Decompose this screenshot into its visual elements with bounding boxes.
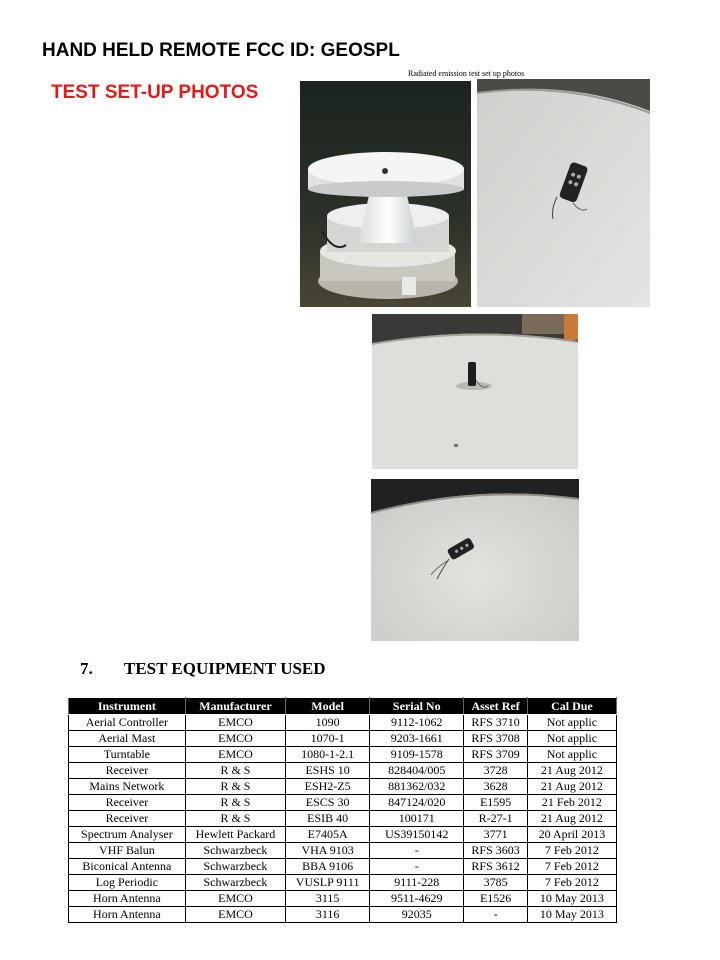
table-row bbox=[69, 811, 617, 827]
table-cell: Receiver bbox=[69, 763, 186, 779]
table-row bbox=[69, 843, 617, 859]
table-cell: Aerial Mast bbox=[69, 731, 186, 747]
table-cell: Schwarzbeck bbox=[185, 875, 285, 891]
table-row bbox=[69, 747, 617, 763]
column-header: Instrument bbox=[69, 698, 186, 715]
table-cell: RFS 3710 bbox=[464, 715, 528, 731]
table-cell: - bbox=[370, 843, 464, 859]
table-cell: 9112-1062 bbox=[370, 715, 464, 731]
table-cell: Not applic bbox=[527, 747, 616, 763]
remote-flat-photo bbox=[371, 479, 579, 641]
table-cell: - bbox=[370, 859, 464, 875]
table-cell: Biconical Antenna bbox=[69, 859, 186, 875]
table-row bbox=[69, 715, 617, 731]
table-cell: Hewlett Packard bbox=[185, 827, 285, 843]
table-cell: Turntable bbox=[69, 747, 186, 763]
table-cell: VHF Balun bbox=[69, 843, 186, 859]
table-row bbox=[69, 763, 617, 779]
table-cell: VUSLP 9111 bbox=[286, 875, 370, 891]
table-cell: RFS 3708 bbox=[464, 731, 528, 747]
table-cell: R-27-1 bbox=[464, 811, 528, 827]
table-cell: EMCO bbox=[185, 891, 285, 907]
column-header: Cal Due bbox=[527, 698, 616, 715]
table-cell: EMCO bbox=[185, 907, 285, 923]
table-row bbox=[69, 779, 617, 795]
section-title: TEST EQUIPMENT USED bbox=[124, 659, 326, 678]
table-cell: Receiver bbox=[69, 811, 186, 827]
table-cell: 9511-4629 bbox=[370, 891, 464, 907]
photo-caption: Radiated emission test set up photos bbox=[408, 69, 525, 78]
turntable-photo bbox=[300, 81, 471, 307]
table-cell: Mains Network bbox=[69, 779, 186, 795]
table-cell: 21 Feb 2012 bbox=[527, 795, 616, 811]
section-heading bbox=[80, 659, 326, 679]
table-cell: 10 May 2013 bbox=[527, 907, 616, 923]
column-header: Asset Ref bbox=[464, 698, 528, 715]
table-cell: RFS 3612 bbox=[464, 859, 528, 875]
table-cell: 847124/020 bbox=[370, 795, 464, 811]
table-header-row bbox=[69, 698, 617, 715]
column-header: Serial No bbox=[370, 698, 464, 715]
column-header: Manufacturer bbox=[185, 698, 285, 715]
table-body bbox=[69, 715, 617, 923]
table-row bbox=[69, 907, 617, 923]
table-cell: 7 Feb 2012 bbox=[527, 875, 616, 891]
table-cell: US39150142 bbox=[370, 827, 464, 843]
table-cell: 21 Aug 2012 bbox=[527, 763, 616, 779]
table-cell: 3785 bbox=[464, 875, 528, 891]
table-cell: Not applic bbox=[527, 715, 616, 731]
table-cell: 92035 bbox=[370, 907, 464, 923]
table-cell: E1595 bbox=[464, 795, 528, 811]
table-cell: Aerial Controller bbox=[69, 715, 186, 731]
table-cell: ESIB 40 bbox=[286, 811, 370, 827]
table-cell: 7 Feb 2012 bbox=[527, 859, 616, 875]
table-cell: 10 May 2013 bbox=[527, 891, 616, 907]
table-cell: 1070-1 bbox=[286, 731, 370, 747]
table-cell: ESCS 30 bbox=[286, 795, 370, 811]
section-subtitle: TEST SET-UP PHOTOS bbox=[51, 82, 259, 103]
table-cell: Horn Antenna bbox=[69, 907, 186, 923]
column-header: Model bbox=[286, 698, 370, 715]
table-cell: 828404/005 bbox=[370, 763, 464, 779]
document-title: HAND HELD REMOTE FCC ID: GEOSPL bbox=[42, 40, 400, 61]
table-row bbox=[69, 859, 617, 875]
table-cell: 1090 bbox=[286, 715, 370, 731]
table-row bbox=[69, 827, 617, 843]
table-cell: EMCO bbox=[185, 731, 285, 747]
table-cell: EMCO bbox=[185, 747, 285, 763]
table-cell: 21 Aug 2012 bbox=[527, 779, 616, 795]
remote-upright-photo bbox=[372, 314, 578, 469]
table-cell: 3115 bbox=[286, 891, 370, 907]
table-cell: RFS 3603 bbox=[464, 843, 528, 859]
table-cell: 9203-1661 bbox=[370, 731, 464, 747]
table-cell: 3771 bbox=[464, 827, 528, 843]
table-row bbox=[69, 875, 617, 891]
table-cell: EMCO bbox=[185, 715, 285, 731]
test-equipment-table bbox=[68, 697, 617, 923]
table-cell: R & S bbox=[185, 779, 285, 795]
table-cell: 20 April 2013 bbox=[527, 827, 616, 843]
table-cell: Receiver bbox=[69, 795, 186, 811]
table-cell: E1526 bbox=[464, 891, 528, 907]
section-number: 7. bbox=[80, 659, 93, 678]
table-cell: 100171 bbox=[370, 811, 464, 827]
table-cell: Schwarzbeck bbox=[185, 843, 285, 859]
table-cell: 7 Feb 2012 bbox=[527, 843, 616, 859]
table-cell: VHA 9103 bbox=[286, 843, 370, 859]
table-cell: 9111-228 bbox=[370, 875, 464, 891]
table-cell: Spectrum Analyser bbox=[69, 827, 186, 843]
table-cell: - bbox=[464, 907, 528, 923]
table-cell: ESH2-Z5 bbox=[286, 779, 370, 795]
table-cell: Log Periodic bbox=[69, 875, 186, 891]
table-cell: RFS 3709 bbox=[464, 747, 528, 763]
table-cell: Schwarzbeck bbox=[185, 859, 285, 875]
table-cell: 3628 bbox=[464, 779, 528, 795]
table-cell: 3116 bbox=[286, 907, 370, 923]
table-cell: 21 Aug 2012 bbox=[527, 811, 616, 827]
table-cell: 1080-1-2.1 bbox=[286, 747, 370, 763]
table-cell: R & S bbox=[185, 795, 285, 811]
table-cell: 3728 bbox=[464, 763, 528, 779]
table-row bbox=[69, 731, 617, 747]
table-cell: E7405A bbox=[286, 827, 370, 843]
table-cell: 9109-1578 bbox=[370, 747, 464, 763]
table-cell: R & S bbox=[185, 763, 285, 779]
table-cell: BBA 9106 bbox=[286, 859, 370, 875]
remote-on-table-photo bbox=[477, 79, 650, 307]
table-cell: 881362/032 bbox=[370, 779, 464, 795]
table-row bbox=[69, 795, 617, 811]
table-cell: Not applic bbox=[527, 731, 616, 747]
table-row bbox=[69, 891, 617, 907]
table-cell: R & S bbox=[185, 811, 285, 827]
table-cell: Horn Antenna bbox=[69, 891, 186, 907]
table-cell: ESHS 10 bbox=[286, 763, 370, 779]
